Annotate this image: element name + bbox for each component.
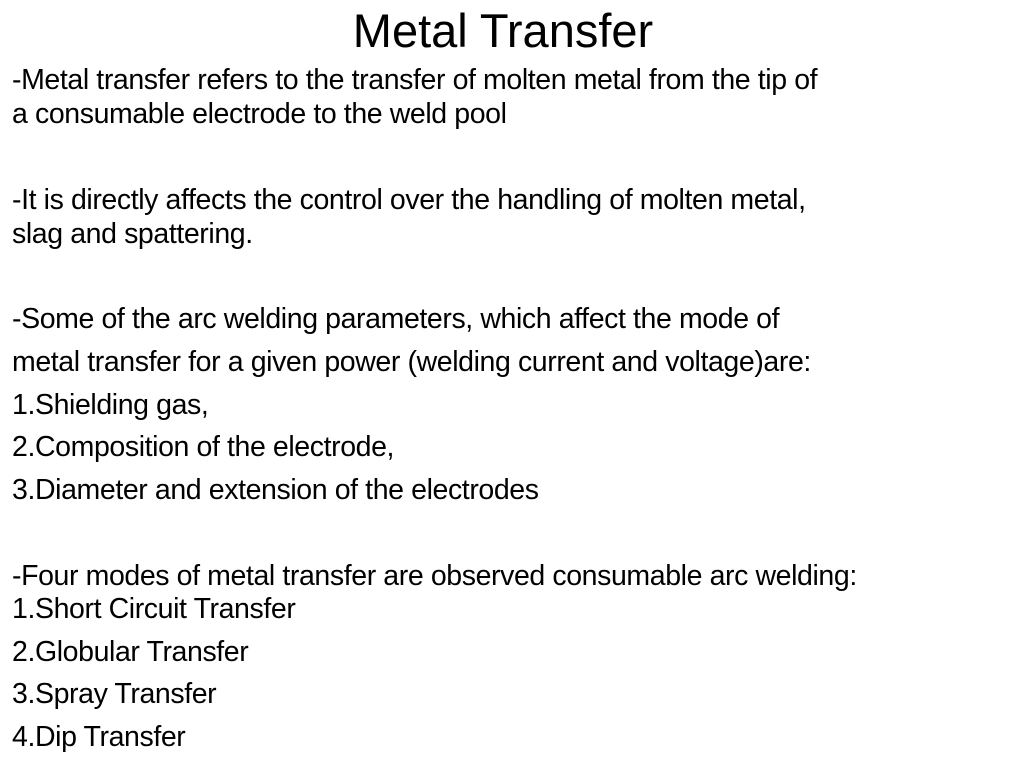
paragraph-1-line-2: a consumable electrode to the weld pool	[12, 98, 507, 130]
list-item-electrode-diameter: 3.Diameter and extension of the electrodes	[12, 474, 539, 506]
paragraph-2-line-2: slag and spattering.	[12, 218, 253, 250]
list-item-electrode-composition: 2.Composition of the electrode,	[12, 431, 395, 463]
paragraph-3-line-2: metal transfer for a given power (welding current and voltage)are:	[12, 346, 811, 378]
list-item-spray: 3.Spray Transfer	[12, 678, 217, 710]
list-item-dip: 4.Dip Transfer	[12, 721, 186, 753]
paragraph-4-line-1: -Four modes of metal transfer are observed consumable arc welding:	[12, 560, 857, 592]
paragraph-1-line-1: -Metal transfer refers to the transfer of molten metal from the tip of	[12, 64, 818, 96]
list-item-shielding-gas: 1.Shielding gas,	[12, 389, 209, 421]
list-item-globular: 2.Globular Transfer	[12, 636, 249, 668]
slide-title: Metal Transfer	[352, 4, 654, 57]
list-item-short-circuit: 1.Short Circuit Transfer	[12, 593, 296, 625]
paragraph-3-line-1: -Some of the arc welding parameters, which affect the mode of	[12, 303, 780, 335]
paragraph-2-line-1: -It is directly affects the control over the handling of molten metal,	[12, 184, 806, 216]
